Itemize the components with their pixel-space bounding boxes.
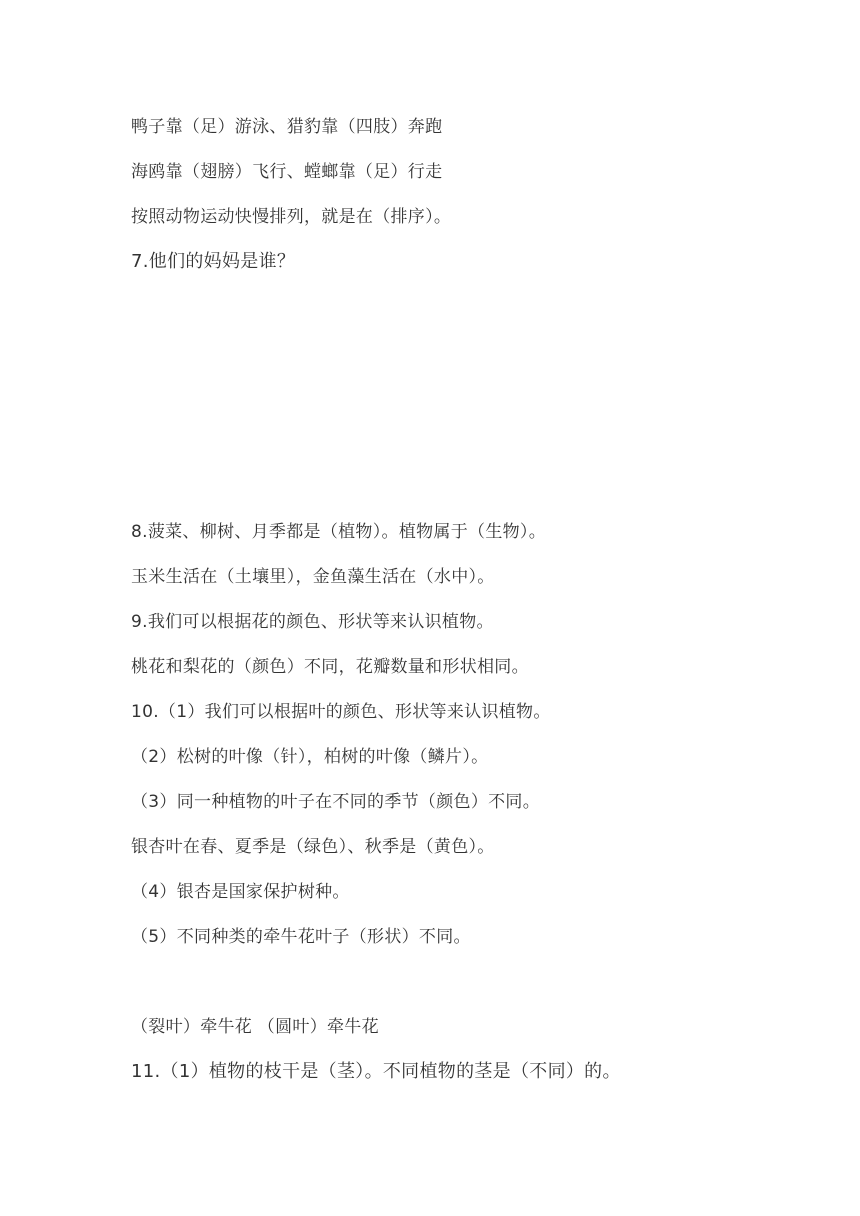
question-9: 9.我们可以根据花的颜色、形状等来认识植物。	[131, 612, 494, 632]
question-10-part-5: （5）不同种类的牵牛花叶子（形状）不同。	[131, 927, 471, 947]
question-10-part-1: 10.（1）我们可以根据叶的颜色、形状等来认识植物。	[131, 702, 551, 722]
text-line-corn-hornwort: 玉米生活在（土壤里），金鱼藻生活在（水中）。	[131, 567, 495, 587]
question-7: 7.他们的妈妈是谁？	[131, 251, 296, 272]
question-10-part-3: （3）同一种植物的叶子在不同的季节（颜色）不同。	[131, 792, 541, 812]
question-10-part-4: （4）银杏是国家保护树种。	[131, 882, 350, 902]
text-line-morning-glory-types: （裂叶）牵牛花 （圆叶）牵牛花	[131, 1017, 379, 1037]
question-8: 8.菠菜、柳树、月季都是（植物）。植物属于（生物）。	[131, 522, 547, 542]
text-line-sorting: 按照动物运动快慢排列，就是在（排序）。	[131, 207, 452, 227]
question-11-part-1: 11.（1）植物的枝干是（茎）。不同植物的茎是（不同）的。	[131, 1061, 621, 1082]
question-10-part-2: （2）松树的叶像（针），柏树的叶像（鳞片）。	[131, 747, 489, 767]
text-line-peach-pear: 桃花和梨花的（颜色）不同，花瓣数量和形状相同。	[131, 657, 529, 677]
text-line-ginkgo: 银杏叶在春、夏季是（绿色）、秋季是（黄色）。	[131, 837, 495, 857]
text-line-ducks-cheetah: 鸭子靠（足）游泳、猎豹靠（四肢）奔跑	[131, 117, 443, 137]
text-line-seagull-mantis: 海鸥靠（翅膀）飞行、螳螂靠（足）行走	[131, 162, 443, 182]
